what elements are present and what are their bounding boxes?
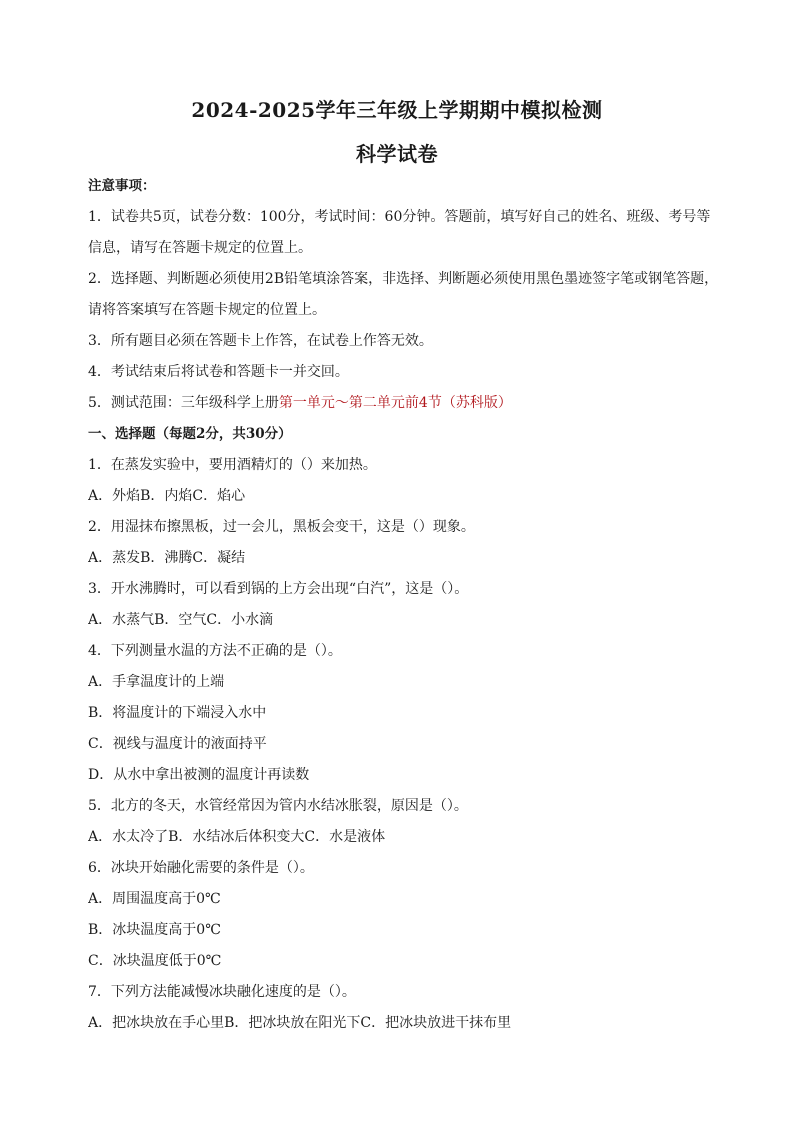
question-4-option-c: C．视线与温度计的液面持平: [88, 736, 267, 752]
question-4-option-b: B．将温度计的下端浸入水中: [88, 705, 267, 721]
question-1: 1．在蒸发实验中，要用酒精灯的（）来加热。: [88, 457, 377, 473]
note-item-2-line-1: 2．选择题、判断题必须使用2B铅笔填涂答案，非选择、判断题必须使用黑色墨迹签字笔或钢笔答题，: [88, 271, 719, 287]
question-6-option-c: C．冰块温度低于0℃: [88, 953, 222, 969]
exam-content: [88, 176, 728, 1044]
note-item-2-line-2: 请将答案填写在答题卡规定的位置上。: [88, 302, 326, 318]
question-7: 7．下列方法能减慢冰块融化速度的是（）。: [88, 984, 356, 1000]
question-4: 4．下列测量水温的方法不正确的是（）。: [88, 643, 342, 659]
notes-heading: 注意事项：: [88, 178, 156, 194]
question-6: 6．冰块开始融化需要的条件是（）。: [88, 860, 314, 876]
question-6-option-b: B．冰块温度高于0℃: [88, 922, 221, 938]
note-item-5-prefix: 5．测试范围：三年级科学上册: [88, 395, 279, 411]
question-7-options: A．把冰块放在手心里B．把冰块放在阳光下C．把冰块放进干抹布里: [88, 1015, 512, 1031]
page-title: 2024-2025学年三年级上学期期中模拟检测: [191, 98, 603, 122]
question-2-options: A．蒸发B．沸腾C．凝结: [88, 550, 246, 566]
question-4-option-a: A．手拿温度计的上端: [88, 674, 225, 690]
test-scope-highlight: 第一单元～第二单元前4节（苏科版）: [278, 395, 512, 411]
question-4-option-d: D．从水中拿出被测的温度计再读数: [88, 767, 310, 783]
question-2: 2．用湿抹布擦黑板，过一会儿，黑板会变干，这是（）现象。: [88, 519, 475, 535]
note-item-1-line-1: 1．试卷共5页，试卷分数：100分，考试时间：60分钟。答题前，填写好自己的姓名、班级、考号等: [88, 209, 711, 225]
note-item-1-line-2: 信息，请写在答题卡规定的位置上。: [88, 240, 312, 256]
note-item-4: 4．考试结束后将试卷和答题卡一并交回。: [88, 364, 349, 380]
question-3: 3．开水沸腾时，可以看到锅的上方会出现“白汽”，这是（）。: [88, 581, 469, 597]
question-6-option-a: A．周围温度高于0℃: [88, 891, 221, 907]
question-1-options: A．外焰B．内焰C．焰心: [88, 488, 246, 504]
question-5-options: A．水太冷了B．水结冰后体积变大C．水是液体: [88, 829, 386, 845]
section-1-heading: 一、选择题（每题2分，共30分）: [88, 426, 292, 442]
question-5: 5．北方的冬天，水管经常因为管内水结冰胀裂，原因是（）。: [88, 798, 468, 814]
note-item-5: [88, 393, 728, 424]
note-item-3: 3．所有题目必须在答题卡上作答，在试卷上作答无效。: [88, 333, 433, 349]
page-subtitle: 科学试卷: [356, 142, 438, 166]
question-3-options: A．水蒸气B．空气C．小水滴: [88, 612, 274, 628]
